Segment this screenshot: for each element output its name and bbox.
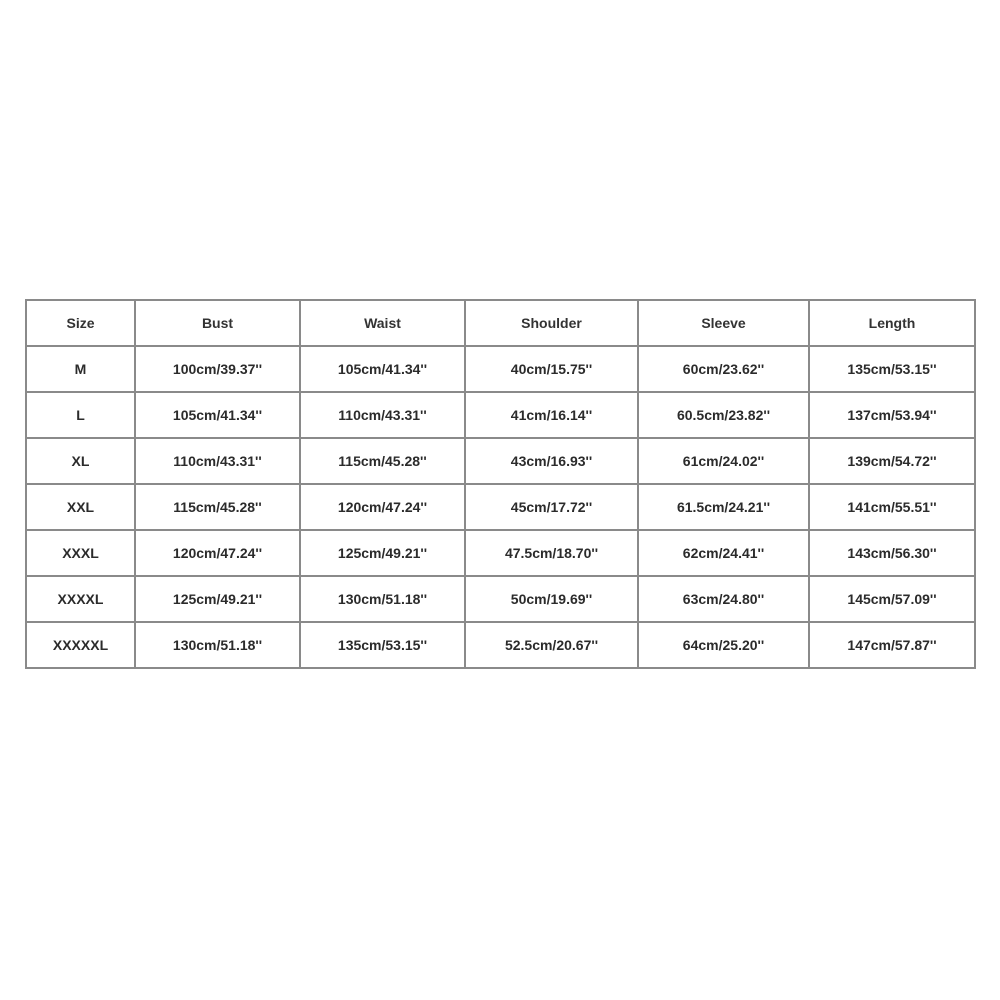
table-header-row [26, 300, 975, 346]
cell-shoulder: 52.5cm/20.67'' [465, 622, 638, 668]
cell-size: XXL [26, 484, 135, 530]
cell-sleeve: 60cm/23.62'' [638, 346, 809, 392]
cell-shoulder: 40cm/15.75'' [465, 346, 638, 392]
cell-waist: 120cm/47.24'' [300, 484, 465, 530]
cell-shoulder: 47.5cm/18.70'' [465, 530, 638, 576]
cell-bust: 100cm/39.37'' [135, 346, 300, 392]
cell-size: XXXL [26, 530, 135, 576]
cell-sleeve: 64cm/25.20'' [638, 622, 809, 668]
table-row [26, 392, 975, 438]
table-row [26, 438, 975, 484]
cell-waist: 105cm/41.34'' [300, 346, 465, 392]
table-row [26, 530, 975, 576]
cell-shoulder: 41cm/16.14'' [465, 392, 638, 438]
table-row [26, 484, 975, 530]
header-waist: Waist [300, 300, 465, 346]
cell-shoulder: 45cm/17.72'' [465, 484, 638, 530]
cell-bust: 115cm/45.28'' [135, 484, 300, 530]
cell-bust: 125cm/49.21'' [135, 576, 300, 622]
cell-bust: 120cm/47.24'' [135, 530, 300, 576]
cell-size: M [26, 346, 135, 392]
cell-bust: 130cm/51.18'' [135, 622, 300, 668]
header-shoulder: Shoulder [465, 300, 638, 346]
cell-size: XL [26, 438, 135, 484]
cell-length: 139cm/54.72'' [809, 438, 975, 484]
cell-sleeve: 61.5cm/24.21'' [638, 484, 809, 530]
cell-waist: 135cm/53.15'' [300, 622, 465, 668]
cell-shoulder: 43cm/16.93'' [465, 438, 638, 484]
cell-length: 135cm/53.15'' [809, 346, 975, 392]
cell-size: XXXXXL [26, 622, 135, 668]
cell-sleeve: 61cm/24.02'' [638, 438, 809, 484]
cell-size: XXXXL [26, 576, 135, 622]
table-row [26, 622, 975, 668]
size-chart-table [25, 299, 976, 669]
cell-waist: 125cm/49.21'' [300, 530, 465, 576]
cell-sleeve: 60.5cm/23.82'' [638, 392, 809, 438]
table-row [26, 346, 975, 392]
table-row [26, 576, 975, 622]
cell-length: 143cm/56.30'' [809, 530, 975, 576]
header-sleeve: Sleeve [638, 300, 809, 346]
cell-sleeve: 63cm/24.80'' [638, 576, 809, 622]
cell-length: 141cm/55.51'' [809, 484, 975, 530]
cell-size: L [26, 392, 135, 438]
cell-bust: 110cm/43.31'' [135, 438, 300, 484]
cell-waist: 130cm/51.18'' [300, 576, 465, 622]
header-bust: Bust [135, 300, 300, 346]
cell-waist: 110cm/43.31'' [300, 392, 465, 438]
cell-sleeve: 62cm/24.41'' [638, 530, 809, 576]
cell-waist: 115cm/45.28'' [300, 438, 465, 484]
header-size: Size [26, 300, 135, 346]
cell-length: 145cm/57.09'' [809, 576, 975, 622]
cell-length: 137cm/53.94'' [809, 392, 975, 438]
cell-length: 147cm/57.87'' [809, 622, 975, 668]
cell-bust: 105cm/41.34'' [135, 392, 300, 438]
header-length: Length [809, 300, 975, 346]
cell-shoulder: 50cm/19.69'' [465, 576, 638, 622]
